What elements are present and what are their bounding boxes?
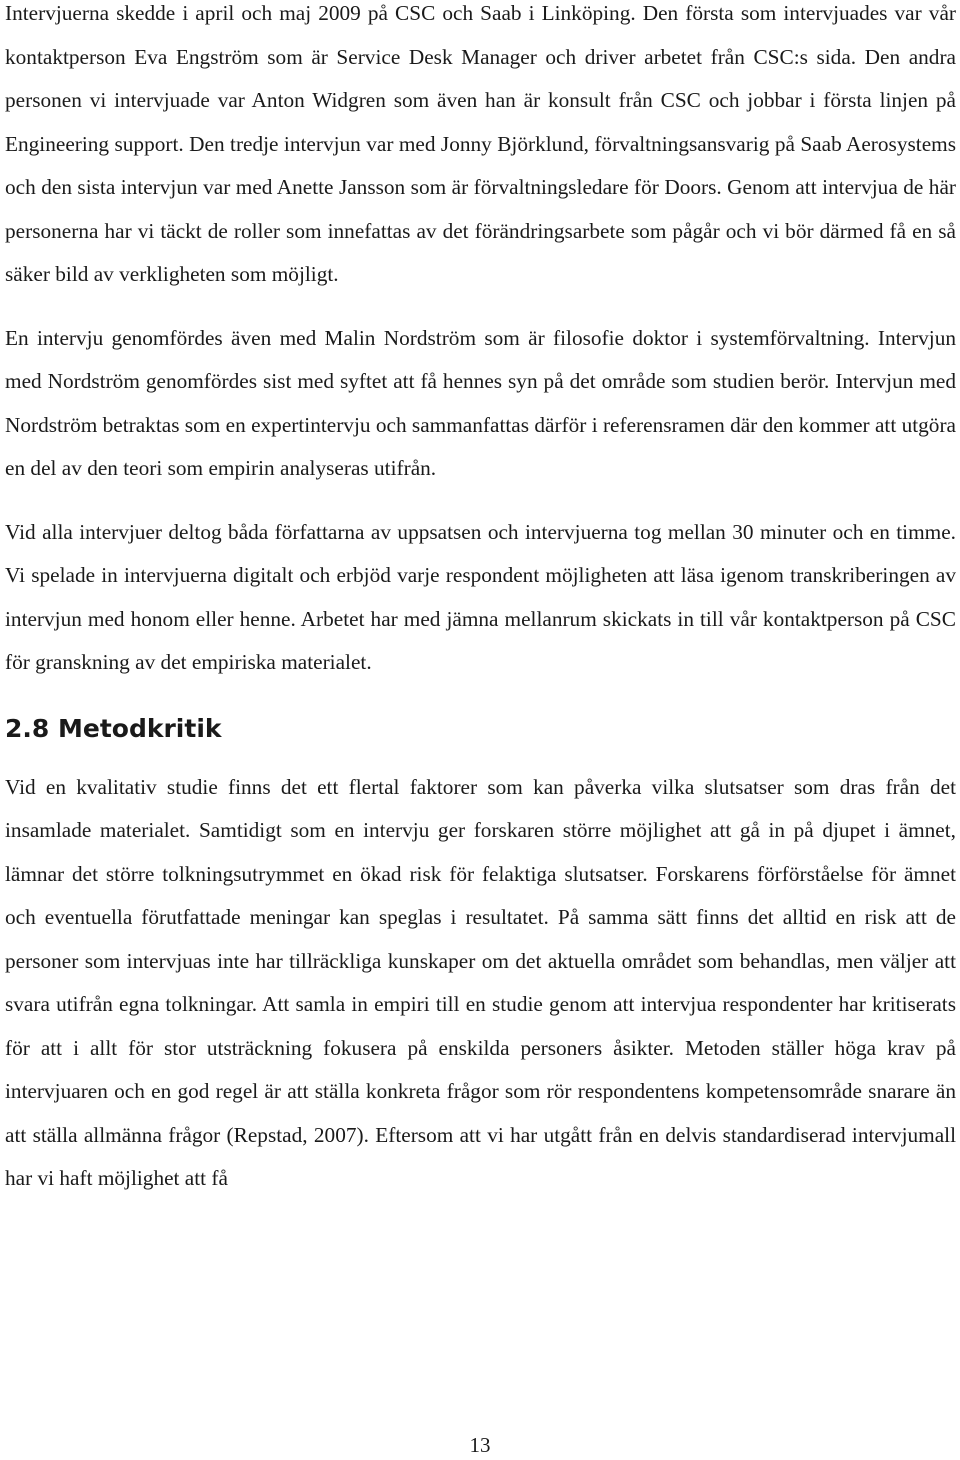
document-page — [5, 0, 956, 1201]
paragraph-interviews: Intervjuerna skedde i april och maj 2009 på CSC och Saab i Linköping. Den första som intervjuades var vår kontaktperson Eva Engström som är Service Desk Manager och driver arbetet från CSC:s sida. Den andra personen vi intervjuade var Anton Widgren som även han är konsult från CSC och jobbar i första linjen på Engineering support. Den tredje intervjun var med Jonny Björklund, förvaltningsansvarig på Saab Aerosystems och den sista intervjun var med Anette Jansson som är förvaltningsledare för Doors. Genom att intervjua de här personerna har vi täckt de roller som innefattas av det förändringsarbete som pågår och vi bör därmed få en så säker bild av verkligheten som möjligt. — [5, 1, 956, 286]
paragraph-interview-process: Vid alla intervjuer deltog båda författarna av uppsatsen och intervjuerna tog mellan 30 minuter och en timme. Vi spelade in intervjuerna digitalt och erbjöd varje respondent möjligheten att läsa igenom transkriberingen av intervjun med honom eller henne. Arbetet har med jämna mellanrum skickats in till vår kontaktperson på CSC för granskning av det empiriska materialet. — [5, 519, 956, 674]
page-number: 13 — [469, 1433, 491, 1457]
paragraph-method-critique: Vid en kvalitativ studie finns det ett flertal faktorer som kan påverka vilka slutsatser som dras från det insamlade materialet. Samtidigt som en intervju ger forskaren större möjlighet att gå in på djupet i ämnet, lämnar det större tolkningsutrymmet en ökad risk för felaktiga slutsatser. Forskarens förförståelse för ämnet och eventuella förutfattade meningar kan speglas i resultatet. På samma sätt finns det alltid en risk att de personer som intervjuas inte har tillräckliga kunskaper om det aktuella området som behandlas, men väljer att svara utifrån egna tolkningar. Att samla in empiri till en studie genom att intervjua respondenter har kritiserats för att i allt för stor utsträckning fokusera på enskilda personers åsikter. Metoden ställer höga krav på intervjuaren och en god regel är att ställa konkreta frågor som rör respondentens kompetensområde snarare än att ställa allmänna frågor (Repstad, 2007). Eftersom att vi har utgått från en delvis standardiserad intervjumall har vi haft möjlighet att få — [5, 774, 956, 1190]
section-heading: 2.8 Metodkritik — [5, 713, 222, 743]
paragraph-expert-interview: En intervju genomfördes även med Malin Nordström som är filosofie doktor i systemförvaltning. Intervjun med Nordström genomfördes sist med syftet att få hennes syn på det område som studien berör. Intervjun med Nordström betraktas som en expertintervju och sammanfattas därför i referensramen där den kommer att utgöra en del av den teori som empirin analyseras utifrån. — [5, 325, 956, 480]
